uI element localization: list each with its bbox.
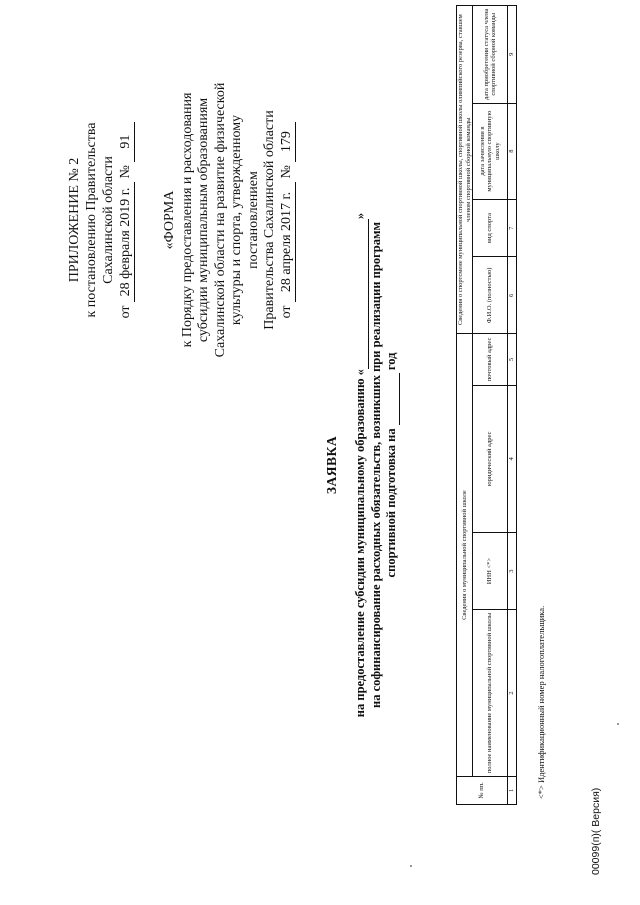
application-line-1-close: » xyxy=(353,212,367,220)
application-line-1-text: на предоставление субсидии муниципальному образованию « xyxy=(353,369,367,718)
appendix-date: 28 февраля 2019 г. xyxy=(117,182,135,302)
header-inn: ИНН <*> xyxy=(473,533,508,610)
application-heading xyxy=(324,205,400,725)
column-number: 8 xyxy=(508,103,517,199)
application-title: ЗАЯВКА xyxy=(324,435,339,495)
column-number: 4 xyxy=(508,385,517,532)
application-table xyxy=(456,5,517,805)
appendix-date-line xyxy=(117,70,135,370)
scan-speck xyxy=(617,723,619,725)
appendix-number-label: № xyxy=(118,165,133,179)
appendix-line-2: Сахалинской области xyxy=(101,156,116,284)
header-team-status-date: дата приобретения статуса члена спортивной сборной команды xyxy=(473,6,508,104)
form-line-1: к Порядку предоставления и расходования xyxy=(179,92,195,348)
form-number: 179 xyxy=(279,122,297,162)
header-number: № пп. xyxy=(457,776,508,804)
column-number: 5 xyxy=(508,334,517,385)
footnote: <*> Идентификационный номер налогоплательщика. xyxy=(536,605,546,799)
column-number: 1 xyxy=(508,776,517,804)
column-number: 3 xyxy=(508,533,517,610)
municipality-blank xyxy=(353,219,369,369)
header-legal-address: юридический адрес xyxy=(473,385,508,532)
form-date-line xyxy=(279,70,297,370)
appendix-title: ПРИЛОЖЕНИЕ № 2 xyxy=(67,157,82,283)
column-number: 9 xyxy=(508,6,517,104)
header-enrollment-date: дата зачисления в муниципальную спортивную школу xyxy=(473,103,508,199)
header-full-name: Ф.И.О. (полностью) xyxy=(473,257,508,334)
form-reference-block xyxy=(162,70,296,370)
appendix-from-label: от xyxy=(118,305,133,319)
appendix-number: 91 xyxy=(117,122,135,162)
column-number: 7 xyxy=(508,199,517,257)
appendix-block xyxy=(66,70,135,370)
form-date: 28 апреля 2017 г. xyxy=(279,182,297,302)
form-from-label: от xyxy=(278,305,294,319)
column-number: 2 xyxy=(508,610,517,777)
form-line-4: культуры и спорта, утвержденному постановлением xyxy=(229,114,261,326)
application-line-3 xyxy=(384,205,400,725)
scan-speck xyxy=(410,865,412,867)
form-title: «ФОРМА xyxy=(162,190,177,250)
appendix-line-1: к постановлению Правительства xyxy=(84,122,99,318)
application-line-2: на софинансирование расходных обязательств, возникших при реализации программ xyxy=(369,222,383,708)
header-sport-type: вид спорта xyxy=(473,199,508,257)
header-school-group: Сведения о муниципальной спортивной школе xyxy=(457,334,473,776)
form-line-5: Правительства Сахалинской области xyxy=(262,110,277,330)
header-postal-address: почтовый адрес xyxy=(473,334,508,385)
column-number: 6 xyxy=(508,257,517,334)
header-athlete-group: Сведения о спортсмене муниципальной спортивной школы, спортивной школы олимпийского резерва, ставшем членом спортивной сборной команды xyxy=(457,6,473,334)
application-line-1 xyxy=(353,205,369,725)
form-number-label: № xyxy=(278,165,294,179)
form-line-3: Сахалинской области на развитие физической xyxy=(212,82,228,358)
application-line-3-text: спортивной подготовка на xyxy=(384,428,398,578)
application-line-3-year: год xyxy=(384,352,398,371)
year-blank xyxy=(384,373,400,425)
header-school-name: полное наименование муниципальной спортивной школы xyxy=(473,610,508,777)
form-line-2: субсидии муниципальным образованиям xyxy=(196,97,211,343)
version-mark: 00099(п)( Версия) xyxy=(590,787,602,875)
